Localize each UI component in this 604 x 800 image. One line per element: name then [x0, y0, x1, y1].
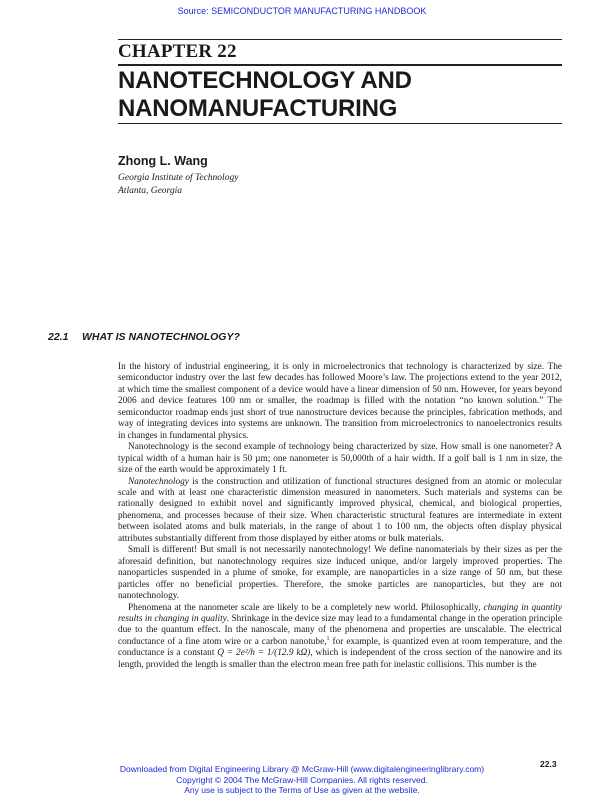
paragraph-5-text-b: . Shrinkage in the device size may lead to a fundamental change in the operation principle due to the quantum effect. In the nanoscale, many of the phenomena and properties are unscalable. The electrical conductance of a fine atom wire or a carbon nanotube, [118, 613, 562, 647]
title-rule [118, 123, 562, 124]
source-header: Source: SEMICONDUCTOR MANUFACTURING HANDBOOK [177, 6, 427, 16]
footer-download-link[interactable]: Downloaded from Digital Engineering Library @ McGraw-Hill (www.digitalengineeringlibrary.com) [119, 764, 485, 774]
section-heading [48, 331, 562, 343]
paragraph-4: Small is different! But small is not necessarily nanotechnology! We define nanomaterials by their sizes as per the aforesaid definition, but nanotechnology requires size induced unique, and/or largely improved properties. The nanoparticles suspended in a plume of smoke, for example, are nanoparticles in a size range of 50 nm, but these particles offer no beneficial properties. Therefore, the smoke particles are nanoparticles, but they are not nanotechnology. [118, 545, 562, 602]
paragraph-5-text-a: Phenomena at the nanometer scale are likely to be a completely new world. Philosophically, [128, 602, 484, 613]
paragraph-5 [118, 603, 562, 672]
chapter-rule [118, 64, 562, 66]
paragraph-1: In the history of industrial engineering, it is only in microelectronics that technology is characterized by size. The semiconductor industry over the last few decades has followed Moore’s law. The projections extend to the year 2012, at which time the smallest component of a device would have a linear dimension of 50 nm. However, for years beyond 2006 and device features 100 nm or smaller, the roadmap is filled with the notation “no known solution.” The semiconductor roadmap ends just short of true nanostructure devices because the principles, fabrication methods, and way of integrating devices into systems are unknown. The transition from microelectronics to nanoelectronics results in changes in fundamental physics. [118, 362, 562, 441]
author-institution: Georgia Institute of Technology [118, 173, 239, 183]
body-text [118, 362, 562, 671]
footnote-ref[interactable]: 1 [326, 635, 330, 642]
paragraph-3 [118, 477, 562, 546]
author-name: Zhong L. Wang [118, 154, 208, 168]
chapter-label: CHAPTER 22 [118, 41, 237, 62]
paragraph-5-text-c: for example, is quantized even at room temperature, and the conductance is a constant [118, 636, 562, 659]
author-location: Atlanta, Georgia [118, 186, 183, 196]
paragraph-3-term: Nanotechnology [128, 476, 189, 487]
chapter-title-line-2: NANOMANUFACTURING [118, 95, 398, 122]
page-number: 22.3 [540, 759, 557, 769]
conductance-equation: Q = 2e²/h = 1/(12.9 kΩ) [217, 648, 311, 659]
chapter-title-line-1: NANOTECHNOLOGY AND [118, 67, 412, 94]
paragraph-3-text: is the construction and utilization of functional structures designed from an atomic or molecular scale and with at least one characteristic dimension measured in nanometers. Such materials and systems can be rationally designed to exhibit novel and significantly improved physical, chemical, and biological properties, phenomena, and processes because of their size. When characteristic structural features are intermediate in extent between isolated atoms and bulk materials, in the range of about 1 to 100 nm, the objects often display physical attributes substantially different from those displayed by either atoms or bulk materials. [118, 476, 562, 544]
section-title: WHAT IS NANOTECHNOLOGY? [82, 331, 240, 343]
top-rule [118, 39, 562, 40]
footer [0, 764, 604, 796]
paragraph-2: Nanotechnology is the second example of technology being characterized by size. How small is one nanometer? A typical width of a human hair is 50 µm; one nanometer is 50,000th of a hair width. If a golf ball is 1 nm in size, the size of the earth would be approximately 1 ft. [118, 442, 562, 476]
section-number: 22.1 [48, 331, 69, 343]
paragraph-5-emphasis: changing in quantity results in changing in quality [118, 602, 563, 624]
chapter-title [118, 67, 562, 123]
footer-terms-link[interactable]: Any use is subject to the Terms of Use as given at the website. [184, 785, 420, 795]
paragraph-5-text-d: , which is independent of the cross section of the nanowire and its length, provided the length is smaller than the electron mean free path for inelastic collisions. This number is the [118, 648, 563, 670]
footer-copyright: Copyright © 2004 The McGraw-Hill Companies. All rights reserved. [176, 774, 428, 785]
author-affiliation [118, 172, 238, 198]
